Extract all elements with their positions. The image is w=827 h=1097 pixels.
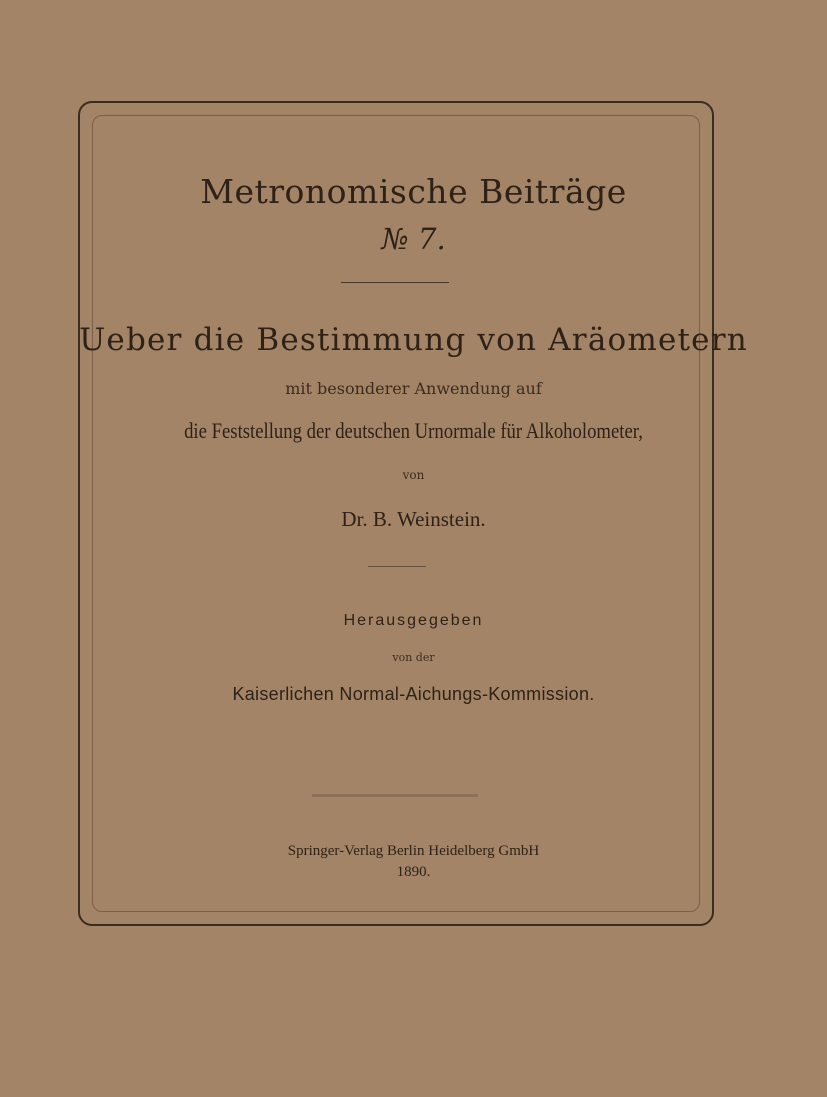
publisher: Springer-Verlag Berlin Heidelberg GmbH xyxy=(287,843,540,859)
subtitle-line-1: mit besonderer Anwendung auf xyxy=(285,379,542,398)
divider-rule-2 xyxy=(368,566,426,567)
divider-rule-1 xyxy=(341,282,449,283)
main-title: Ueber die Bestimmung von Aräometern xyxy=(79,322,748,358)
by-institution-label: von der xyxy=(392,651,435,664)
publication-year: 1890. xyxy=(396,864,431,880)
editor-label: Herausgegeben xyxy=(343,612,484,629)
series-number: № 7. xyxy=(381,222,446,256)
series-title: Metronomische Beiträge xyxy=(200,172,627,211)
subtitle-line-2: die Feststellung der deutschen Urnormale für Alkoholometer, xyxy=(184,418,643,443)
divider-rule-3 xyxy=(312,794,478,797)
author-name: Dr. B. Weinstein. xyxy=(341,507,486,531)
by-label: von xyxy=(402,468,425,482)
institution-name: Kaiserlichen Normal-Aichungs-Kommission. xyxy=(232,684,595,704)
